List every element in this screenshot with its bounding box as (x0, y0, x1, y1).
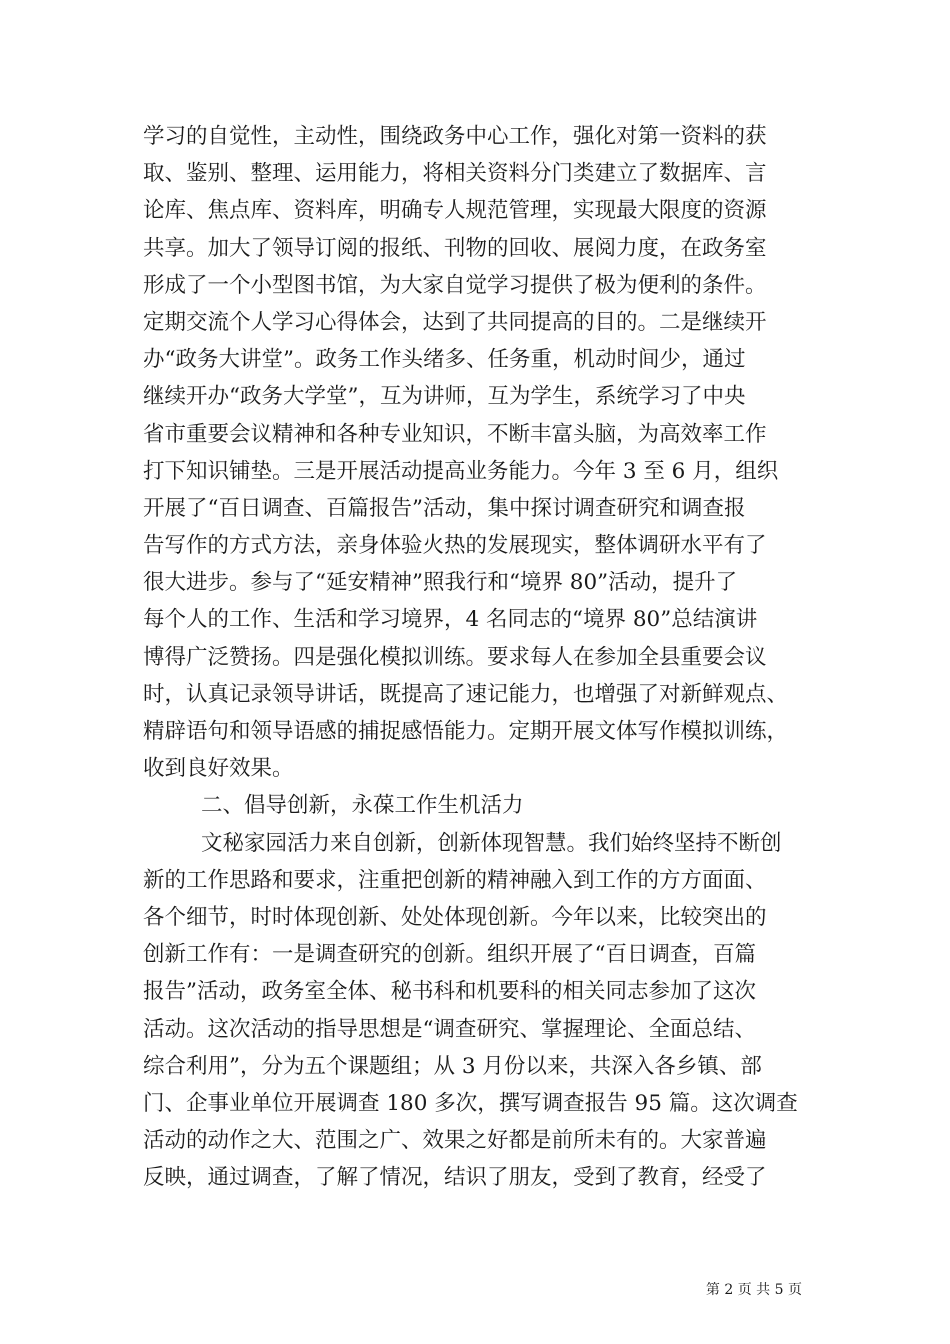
text-line: 打下知识铺垫。三是开展活动提高业务能力。今年 3 至 6 月，组织 (143, 458, 779, 484)
text-line: 收到良好效果。 (143, 756, 294, 782)
section-heading: 二、倡导创新，永葆工作生机活力 (201, 793, 524, 819)
text-line: 创新工作有：一是调查研究的创新。组织开展了“百日调查，百篇 (143, 942, 756, 968)
text-line: 活动。这次活动的指导思想是“调查研究、掌握理论、全面总结、 (143, 1016, 756, 1042)
text-line: 取、鉴别、整理、运用能力，将相关资料分门类建立了数据库、言 (143, 161, 767, 187)
text-line: 新的工作思路和要求，注重把创新的精神融入到工作的方方面面、 (143, 867, 767, 893)
text-line: 形成了一个小型图书馆，为大家自觉学习提供了极为便利的条件。 (143, 272, 767, 298)
text-line: 定期交流个人学习心得体会，达到了共同提高的目的。二是继续开 (143, 309, 767, 335)
text-line: 告写作的方式方法，亲身体验火热的发展现实，整体调研水平有了 (143, 533, 767, 559)
text-line: 报告”活动，政务室全体、秘书科和机要科的相关同志参加了这次 (143, 979, 756, 1005)
text-line: 很大进步。参与了“延安精神”照我行和“境界 80”活动，提升了 (143, 570, 738, 596)
text-line: 文秘家园活力来自创新，创新体现智慧。我们始终坚持不断创 (201, 830, 782, 856)
text-line: 学习的自觉性，主动性，围绕政务中心工作，强化对第一资料的获 (143, 124, 767, 149)
text-line: 反映，通过调查，了解了情况，结识了朋友，受到了教育，经受了 (143, 1165, 767, 1191)
text-line: 每个人的工作、生活和学习境界，4 名同志的“境界 80”总结演讲 (143, 607, 758, 633)
text-line: 时，认真记录领导讲话，既提高了速记能力，也增强了对新鲜观点、 (143, 681, 789, 707)
text-line: 论库、焦点库、资料库，明确专人规范管理，实现最大限度的资源 (143, 198, 767, 224)
text-line: 博得广泛赞扬。四是强化模拟训练。要求每人在参加全县重要会议 (143, 644, 767, 670)
text-line: 省市重要会议精神和各种专业知识，不断丰富头脑，为高效率工作 (143, 421, 767, 447)
text-line: 精辟语句和领导语感的捕捉感悟能力。定期开展文体写作模拟训练， (143, 719, 789, 744)
text-line: 办“政务大讲堂”。政务工作头绪多、任务重，机动时间少，通过 (143, 347, 746, 373)
text-line: 活动的动作之大、范围之广、效果之好都是前所未有的。大家普遍 (143, 1128, 767, 1154)
text-line: 门、企事业单位开展调查 180 多次，撰写调查报告 95 篇。这次调查 (143, 1090, 798, 1116)
page-number: 第 2 页 共 5 页 (705, 1282, 802, 1298)
text-line: 继续开办“政务大学堂”，互为讲师，互为学生，系统学习了中央 (143, 384, 746, 410)
text-line: 综合利用”，分为五个课题组；从 3 月份以来，共深入各乡镇、部 (143, 1053, 762, 1079)
text-line: 各个细节，时时体现创新、处处体现创新。今年以来，比较突出的 (143, 904, 767, 930)
document-body (143, 118, 813, 1196)
text-line: 开展了“百日调查、百篇报告”活动，集中探讨调查研究和调查报 (143, 495, 746, 521)
text-line: 共享。加大了领导订阅的报纸、刊物的回收、展阅力度，在政务室 (143, 235, 767, 261)
